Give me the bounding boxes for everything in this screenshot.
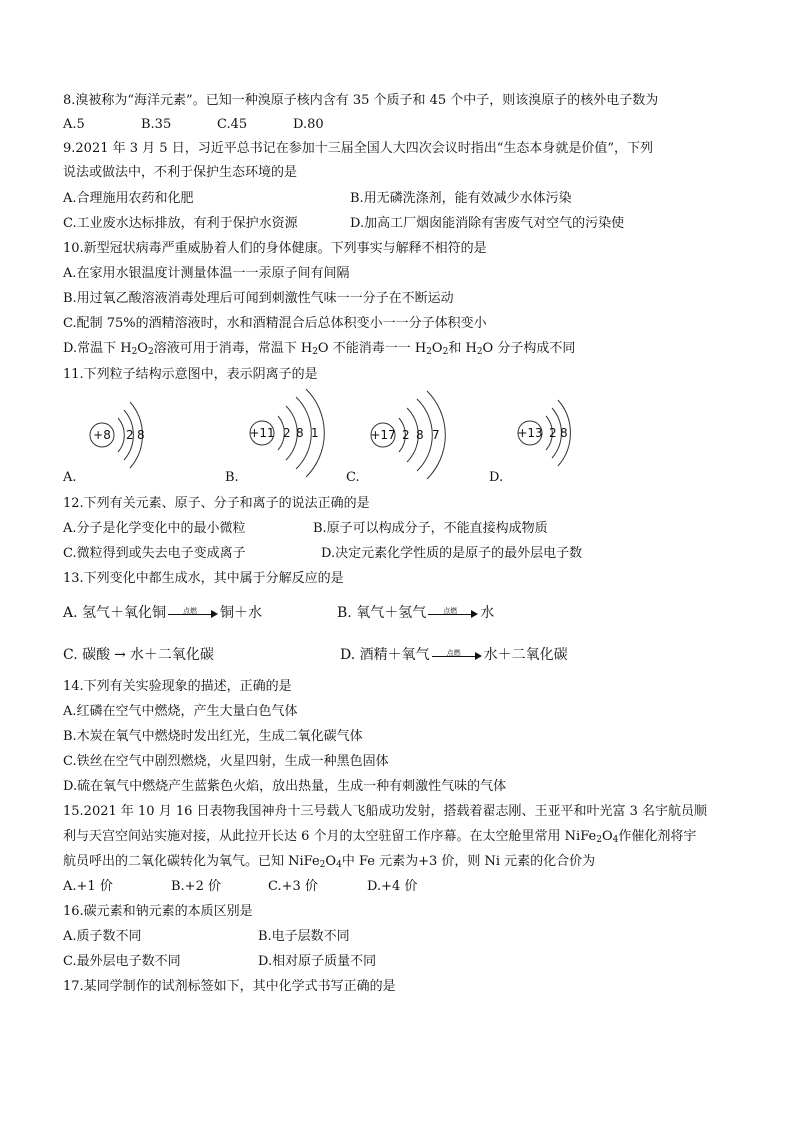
q15-line1: 15.2021 年 10 月 16 日表物我国神舟十三号载人飞船成功发射，搭载着翟志刚、王亚平和叶光富 3 名宇航员顺 [63, 804, 708, 819]
atom-structure-diagrams [0, 385, 794, 485]
shell-count-b1: 2 [283, 426, 291, 440]
q10-option-a: A.在家用水银温度计测量体温一一汞原子间有间隔 [63, 266, 350, 281]
shell-count-a1: 2 [126, 428, 134, 442]
q8-option-a: A.5 [63, 117, 85, 132]
shell-count-c3: 7 [432, 428, 440, 442]
q10-option-d: D.常温下 $H_2O_2$溶液可用于消毒，常温下 $H_2O$ 不能消毒一一 $H_2O_2$和 $H_2O$ 分子构成不同 [63, 341, 576, 357]
q8-stem: 8.溴被称为“海洋元素”。已知一种溴原子核内含有 35 个质子和 45 个中子，则该溴原子的核外电子数为 [63, 93, 659, 108]
q10-option-b: B.用过氧乙酸溶液消毒处理后可闻到刺激性气味一一分子在不断运动 [63, 291, 454, 306]
q10-option-c: C.配制 75%的酒精溶液时，水和酒精混合后总体积变小一一分子体积变小 [63, 316, 487, 331]
q15-option-a: A.+1 价 [63, 879, 113, 894]
q16-option-a: A.质子数不同 [63, 929, 142, 944]
q13-option-a: A. 氢气＋氧化铜 点燃 铜＋水 [63, 605, 263, 621]
shell-count-a2: 8 [137, 428, 145, 442]
q13-option-d: D. 酒精＋氧气 点燃 水＋二氧化碳 [340, 647, 568, 663]
reaction-arrow-b: 点燃 [428, 605, 478, 619]
shell-count-c2: 8 [416, 428, 424, 442]
shell-count-c1: 2 [402, 428, 410, 442]
q9-option-d: D.加高工厂烟囱能消除有害废气对空气的污染使 [350, 216, 625, 231]
q16-option-b: B.电子层数不同 [258, 929, 350, 944]
shell-arc-a1 [118, 418, 124, 452]
q9-stem-line1: 9.2021 年 3 月 5 日，习近平总书记在参加十三届全国人大四次会议时指出“生态本身就是价值”，下列 [63, 141, 653, 156]
q11-stem: 11.下列粒子结构示意图中，表示阴离子的是 [63, 367, 318, 382]
q15-option-c: C.+3 价 [268, 879, 318, 894]
q16-option-c: C.最外层电子数不同 [63, 954, 181, 969]
q16-option-d: D.相对原子质量不同 [258, 954, 377, 969]
q15-line2: 利与天宫空间站实施对接，从此拉开长达 6 个月的太空驻留工作序幕。在太空舱里常用 $NiFe_2O_4$作催化剂将宇 [63, 829, 697, 845]
q14-option-c: C.铁丝在空气中剧烈燃烧，火星四射，生成一种黑色固体 [63, 754, 389, 769]
q9-option-b: B.用无磷洗涤剂，能有效减少水体污染 [350, 191, 572, 206]
q11-option-d: D. [489, 470, 504, 485]
q11-option-c: C. [346, 470, 360, 485]
q12-option-d: D.决定元素化学性质的是原子的最外层电子数 [321, 546, 583, 561]
q12-stem: 12.下列有关元素、原子、分子和离子的说法正确的是 [63, 496, 370, 511]
shell-count-d2: 8 [560, 426, 568, 440]
shell-count-b3: 1 [311, 426, 319, 440]
q14-stem: 14.下列有关实验现象的描述，正确的是 [63, 679, 292, 694]
q9-option-c: C.工业废水达标排放，有利于保护水资源 [63, 216, 298, 231]
q10-stem: 10.新型冠状病毒严重威胁着人们的身体健康。下列事实与解释不相符的是 [63, 241, 487, 256]
shell-count-d1: 2 [549, 426, 557, 440]
reaction-arrow-d: 点燃 [432, 647, 482, 661]
q8-option-d: D.80 [293, 117, 324, 132]
q12-option-c: C.微粒得到或失去电子变成离子 [63, 546, 246, 561]
q12-option-b: B.原子可以构成分子，不能直接构成物质 [313, 521, 548, 536]
nucleus-label-d: +13 [517, 426, 543, 440]
q8-option-c: C.45 [217, 117, 248, 132]
q15-option-b: B.+2 价 [171, 879, 221, 894]
q8-option-b: B.35 [141, 117, 172, 132]
q16-stem: 16.碳元素和钠元素的本质区别是 [63, 904, 253, 919]
nucleus-label-a: +8 [93, 428, 111, 442]
q13-option-c: C. 碳酸 → 水＋二氧化碳 [63, 647, 214, 663]
shell-count-b2: 8 [296, 426, 304, 440]
q11-option-a: A. [63, 470, 77, 485]
reaction-arrow-c: → [114, 647, 126, 663]
q17-stem: 17.某同学制作的试剂标签如下，其中化学式书写正确的是 [63, 979, 396, 994]
q14-option-a: A.红磷在空气中燃烧，产生大量白色气体 [63, 704, 298, 719]
q12-option-a: A.分子是化学变化中的最小微粒 [63, 521, 246, 536]
reaction-arrow-a: 点燃 [168, 605, 218, 619]
q11-option-b: B. [225, 470, 239, 485]
q9-stem-line2: 说法或做法中，不利于保护生态环境的是 [63, 165, 298, 180]
nucleus-label-c: +17 [370, 428, 396, 442]
q9-option-a: A.合理施用农药和化肥 [63, 191, 194, 206]
q14-option-b: B.木炭在氧气中燃烧时发出红光，生成二氧化碳气体 [63, 729, 363, 744]
q15-option-d: D.+4 价 [367, 879, 418, 894]
q15-line3: 航员呼出的二氧化碳转化为氧气。已知 $NiFe_2O_4$中 Fe 元素为+3 价，则 Ni 元素的化合价为 [63, 854, 596, 870]
nucleus-label-b: +11 [249, 426, 275, 440]
q13-stem: 13.下列变化中都生成水，其中属于分解反应的是 [63, 571, 344, 586]
q13-option-b: B. 氧气＋氢气 点燃 水 [337, 605, 495, 621]
q14-option-d: D.硫在氧气中燃烧产生蓝紫色火焰，放出热量，生成一种有刺激性气味的气体 [63, 779, 507, 794]
